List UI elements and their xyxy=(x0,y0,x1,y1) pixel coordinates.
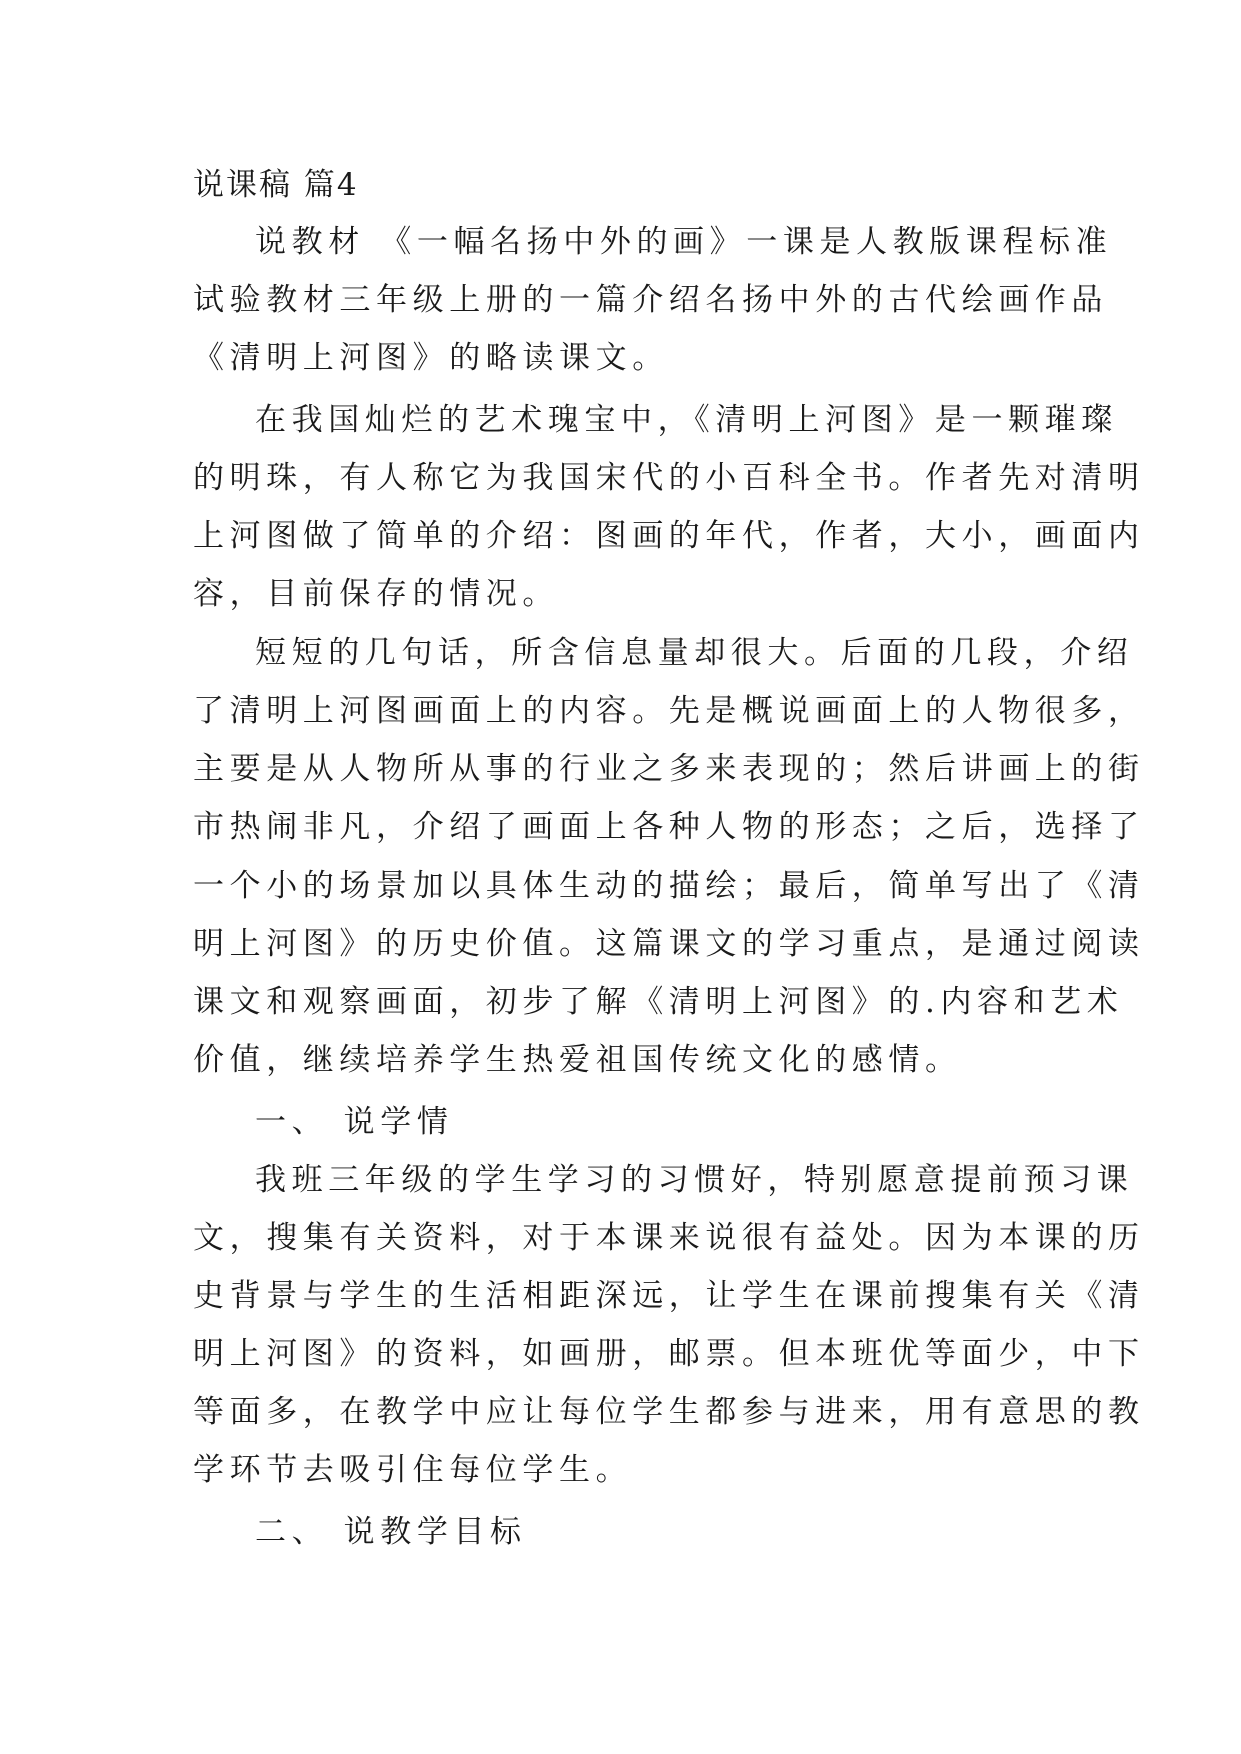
paragraph-line: 上河图做了简单的介绍：图画的年代，作者，大小，画面内 xyxy=(193,518,1145,554)
paragraph-line: 价值，继续培养学生热爱祖国传统文化的感情。 xyxy=(193,1042,962,1078)
section-heading-teaching-goals: 二、 说教学目标 xyxy=(255,1514,527,1550)
document-title: 说课稿 篇4 xyxy=(193,167,359,203)
paragraph-line: 明上河图》的资料，如画册，邮票。但本班优等面少，中下 xyxy=(193,1336,1145,1372)
paragraph-line: 明上河图》的历史价值。这篇课文的学习重点，是通过阅读 xyxy=(193,926,1145,962)
paragraph-line: 一个小的场景加以具体生动的描绘；最后，简单写出了《清 xyxy=(193,868,1145,904)
paragraph-line: 说教材 《一幅名扬中外的画》一课是人教版课程标准 xyxy=(255,224,1113,260)
paragraph-line: 试验教材三年级上册的一篇介绍名扬中外的古代绘画作品 xyxy=(193,282,1108,318)
paragraph-line: 在我国灿烂的艺术瑰宝中，《清明上河图》是一颗璀璨 xyxy=(255,402,1118,438)
paragraph-line: 了清明上河图画面上的内容。先是概说画面上的人物很多， xyxy=(193,693,1145,729)
paragraph-line: 学环节去吸引住每位学生。 xyxy=(193,1452,633,1488)
paragraph-line: 容，目前保存的情况。 xyxy=(193,576,559,612)
paragraph-line: 文，搜集有关资料，对于本课来说很有益处。因为本课的历 xyxy=(193,1220,1145,1256)
paragraph-line: 主要是从人物所从事的行业之多来表现的；然后讲画上的街 xyxy=(193,751,1145,787)
paragraph-line: 《清明上河图》的略读课文。 xyxy=(193,340,669,376)
paragraph-line: 市热闹非凡，介绍了画面上各种人物的形态；之后，选择了 xyxy=(193,809,1145,845)
paragraph-line: 我班三年级的学生学习的习惯好，特别愿意提前预习课 xyxy=(255,1162,1134,1198)
paragraph-line: 课文和观察画面，初步了解《清明上河图》的.内容和艺术 xyxy=(193,984,1124,1020)
paragraph-line: 史背景与学生的生活相距深远，让学生在课前搜集有关《清 xyxy=(193,1278,1145,1314)
paragraph-line: 等面多，在教学中应让每位学生都参与进来，用有意思的教 xyxy=(193,1394,1145,1430)
paragraph-line: 的明珠，有人称它为我国宋代的小百科全书。作者先对清明 xyxy=(193,460,1145,496)
section-heading-student-analysis: 一、 说学情 xyxy=(255,1104,454,1140)
paragraph-line: 短短的几句话，所含信息量却很大。后面的几段，介绍 xyxy=(255,635,1134,671)
